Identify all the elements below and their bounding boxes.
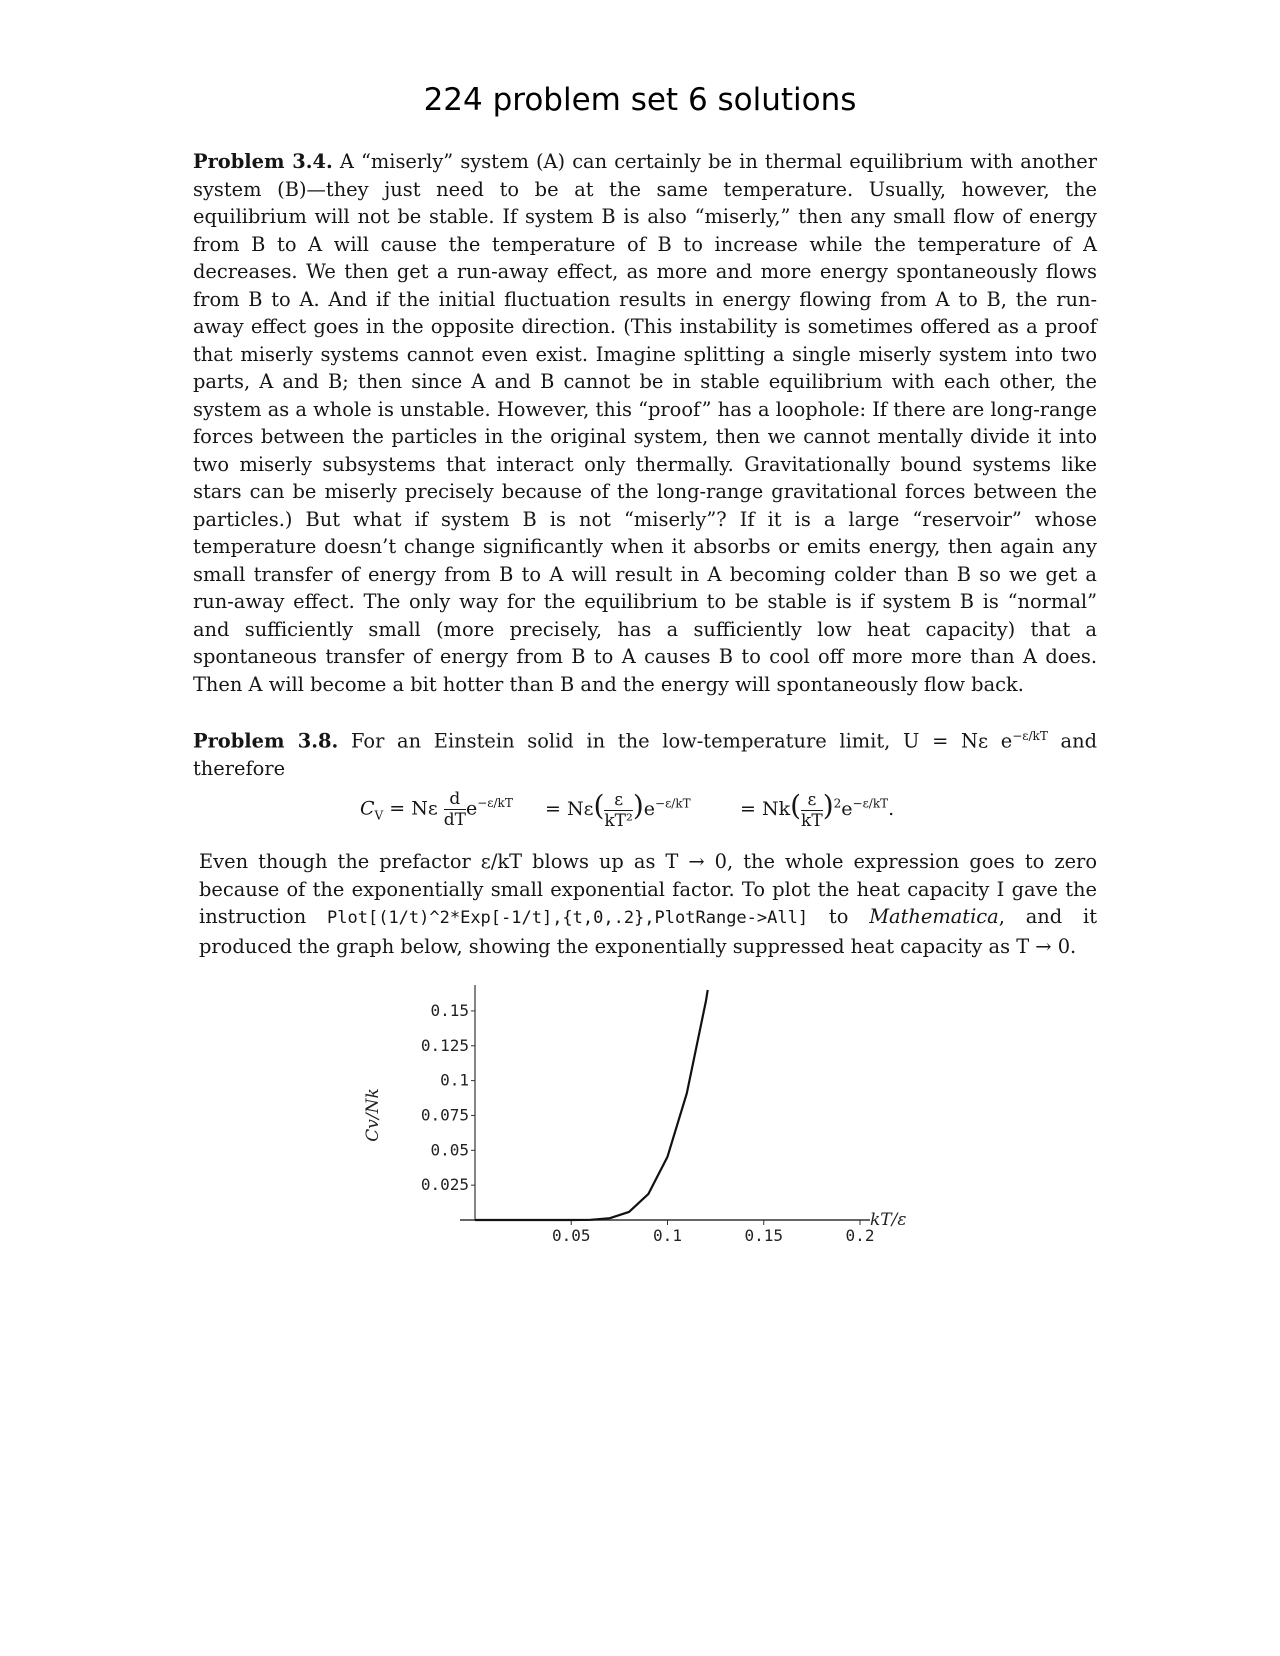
problem-3-4-paragraph	[193, 148, 1097, 698]
eq-cv-sub: V	[374, 808, 384, 823]
discussion-pre: Even though the prefactor ε/kT blows up as T → 0, the whole expression goes to zero because of the exponentially small exponential factor. To plot the heat capacity I gave the instruction	[199, 850, 1097, 928]
eq-kT3: kT	[801, 810, 823, 831]
problem-3-4-text: A “miserly” system (A) can certainly be in thermal equilibrium with another system (B)—they just need to be at the same temperature. Usually, however, the equilibrium will not be stable. If system B is also “miserly,” then any small flow of energy from B to A will cause the temperature of B to increase while the temperature of A decreases. We then get a run-away effect, as more and more energy spontaneously flows from B to A. And if the initial fluctuation results in energy flowing from A to B, the run-away effect goes in the opposite direction. (This instability is sometimes offered as a proof that miserly systems cannot even exist. Imagine splitting a single miserly system into two parts, A and B; then since A and B cannot be in stable equilibrium with each other, the system as a whole is unstable. However, this “proof” has a loophole: If there are long-range forces between the particles in the original system, then we cannot mentally divide it into two miserly subsystems that interact only thermally. Gravitationally bound systems like stars can be miserly precisely because of the long-range gravitational forces between the particles.) But what if system B is not “miserly”? If it is a large “reservoir” whose temperature doesn’t change significantly when it absorbs or emits energy, then again any small transfer of energy from B to A will result in A becoming colder than B so we get a run-away effect. The only way for the equilibrium to be stable is if system B is “normal” and sufficiently small (more precisely, has a sufficiently low heat capacity) that a spontaneous transfer of energy from B to A causes B to cool off more more than A does. Then A will become a bit hotter than B and the energy will spontaneously flow back.	[193, 150, 1098, 696]
eq-exp1: −ε/kT	[477, 796, 513, 811]
eq-frac2	[604, 790, 632, 831]
eq-exp2: −ε/kT	[655, 796, 691, 811]
y-axis-label: Cv/Nk	[363, 1088, 383, 1142]
eq-e3: e	[841, 798, 853, 820]
eq-frac3	[801, 790, 823, 831]
eq-dT: dT	[443, 810, 466, 830]
x-tick-label: 0.2	[845, 1226, 875, 1245]
x-tick-label: 0.15	[744, 1226, 784, 1245]
discussion-post: , and it produced the graph below, showing the exponentially suppressed heat capacity as T → 0.	[199, 905, 1097, 958]
mathematica-code: Plot[(1/t)^2*Exp[-1/t],{t,0,.2},PlotRange->All]	[327, 908, 809, 928]
problem-3-8-discussion	[199, 848, 1097, 960]
problem-3-8-intro-text: For an Einstein solid in the low-temperature limit, U = Nε e	[351, 729, 1013, 753]
eq-part3: = Nk	[740, 798, 791, 820]
chart-axes	[460, 985, 870, 1220]
cv-curve-line	[475, 990, 708, 1220]
problem-3-4-label: Problem 3.4.	[193, 150, 333, 173]
eq-eps3: ε	[801, 790, 823, 811]
problem-3-8-intro-end: and therefore	[193, 729, 1097, 780]
x-tick-label: 0.1	[653, 1226, 682, 1245]
eq-kT2: kT²	[604, 810, 633, 831]
chart-series	[475, 990, 708, 1220]
heat-capacity-chart	[350, 985, 950, 1250]
discussion-mid: to	[808, 905, 870, 928]
eq-d: d	[444, 789, 466, 810]
eq-derivative	[444, 789, 466, 830]
software-name: Mathematica	[869, 905, 999, 928]
problem-3-8-intro	[193, 723, 1097, 782]
x-axis-label: kT/ε	[870, 1210, 907, 1230]
problem-3-8-label: Problem 3.8.	[193, 729, 339, 753]
x-tick-label: 0.05	[551, 1226, 591, 1245]
eq-e2: e	[643, 798, 656, 820]
y-tick-label: 0.125	[420, 1035, 469, 1055]
eq-part2: = Nε	[545, 798, 594, 820]
page-title: 224 problem set 6 solutions	[423, 82, 857, 118]
eq-part1: = Nε	[389, 797, 438, 820]
chart-ticks	[421, 1001, 875, 1245]
y-tick-label: 0.05	[430, 1140, 469, 1160]
y-tick-label: 0.1	[440, 1070, 469, 1090]
y-tick-label: 0.075	[420, 1105, 469, 1125]
eq-square: 2	[833, 796, 842, 811]
eq-period: .	[888, 798, 895, 820]
eq-e1: e	[465, 797, 478, 820]
eq-eps2: ε	[604, 790, 632, 811]
intro-exponent: −ε/kT	[1012, 729, 1048, 743]
eq-cv: C	[360, 797, 375, 820]
heat-capacity-equation: $C_V = N\varepsilon$ $\frac{d}{dT}$ $e^{-\varepsilon/kT}$ = Nε( $\frac{\varepsilon}{\text{kT²}}$ )$e^{-\varepsilon/kT}$ = Nk( $\frac{\varepsilon}{kT}$ )$^2e^{-\varepsilon/kT}$.	[360, 789, 895, 831]
y-tick-label: 0.025	[420, 1175, 469, 1195]
eq-exp3: −ε/kT	[852, 796, 889, 811]
y-tick-label: 0.15	[430, 1000, 469, 1020]
